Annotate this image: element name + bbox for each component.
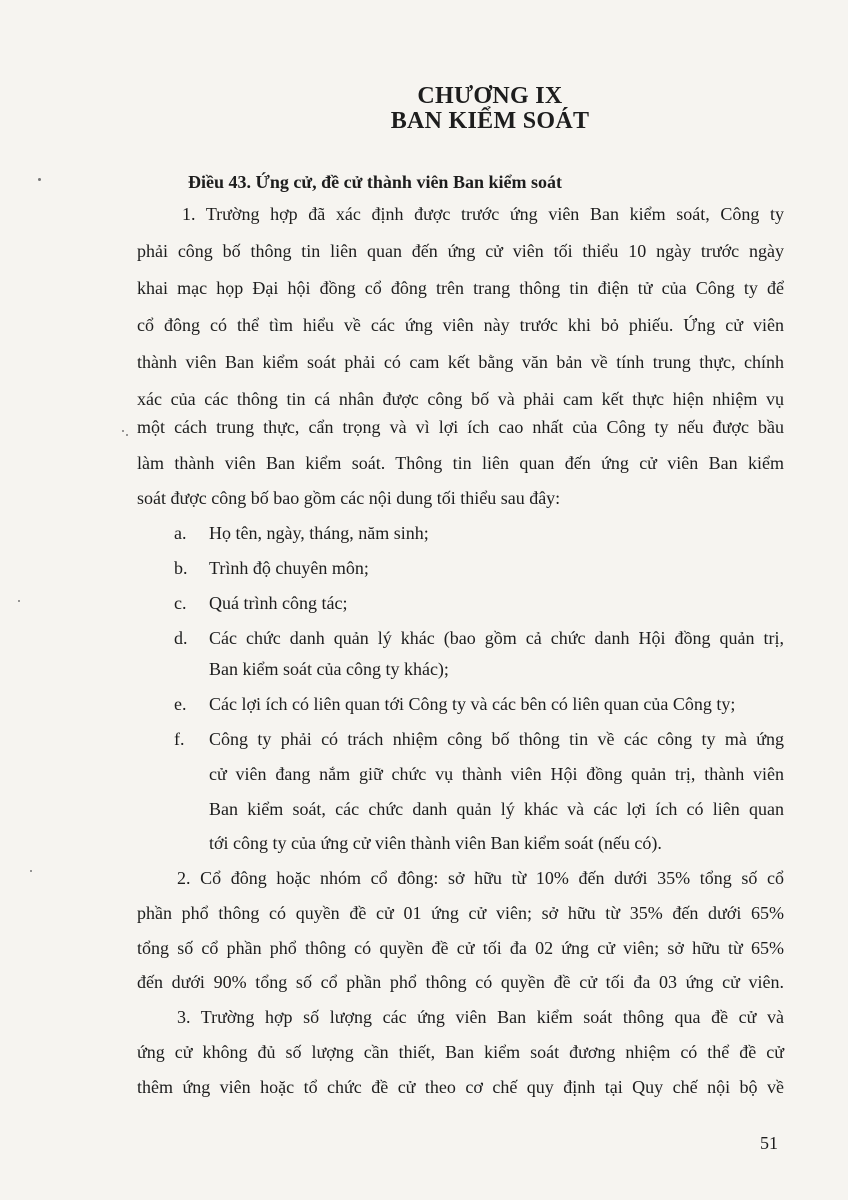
- scan-speck: [30, 870, 32, 872]
- article-title: Điều 43. Ứng cử, đề cử thành viên Ban kiểm soát: [188, 172, 562, 192]
- clause2-line: phần phổ thông có quyền đề cử 01 ứng cử viên; sở hữu từ 35% đến dưới 65%: [137, 903, 784, 923]
- scan-speck: [38, 178, 41, 181]
- clause2-line: đến dưới 90% tổng số cổ phần phổ thông có quyền đề cử tối đa 03 ứng cử viên.: [137, 972, 784, 992]
- clause3-line: thêm ứng viên hoặc tổ chức đề cử theo cơ chế quy định tại Quy chế nội bộ về: [137, 1077, 784, 1097]
- clause1-line: phải công bố thông tin liên quan đến ứng cử viên tối thiểu 10 ngày trước ngày: [137, 241, 784, 261]
- clause1-line: khai mạc họp Đại hội đồng cổ đông trên trang thông tin điện tử của Công ty để: [137, 278, 784, 298]
- item-marker: c.: [174, 593, 187, 613]
- item-text: Công ty phải có trách nhiệm công bố thông tin về các công ty mà ứng: [209, 729, 784, 749]
- clause3-line: ứng cử không đủ số lượng cần thiết, Ban kiểm soát đương nhiệm có thể đề cử: [137, 1042, 784, 1062]
- item-text: tới công ty của ứng cử viên thành viên Ban kiểm soát (nếu có).: [209, 833, 662, 853]
- item-text: Trình độ chuyên môn;: [209, 558, 369, 578]
- scan-speck: [122, 430, 124, 432]
- scan-speck: [126, 434, 128, 436]
- chapter-number: CHƯƠNG IX: [417, 83, 563, 109]
- item-text: Các chức danh quản lý khác (bao gồm cả chức danh Hội đồng quản trị,: [209, 628, 784, 648]
- item-text: Các lợi ích có liên quan tới Công ty và các bên có liên quan của Công ty;: [209, 694, 736, 714]
- item-text: Quá trình công tác;: [209, 593, 348, 613]
- clause1-line: 1. Trường hợp đã xác định được trước ứng viên Ban kiểm soát, Công ty: [182, 204, 784, 224]
- item-marker: a.: [174, 523, 187, 543]
- clause3-line: 3. Trường hợp số lượng các ứng viên Ban kiểm soát thông qua đề cử và: [177, 1007, 784, 1027]
- item-marker: f.: [174, 729, 185, 749]
- clause2-line: tổng số cổ phần phổ thông có quyền đề cử tối đa 02 ứng cử viên; sở hữu từ 65%: [137, 938, 784, 958]
- clause1-line: xác của các thông tin cá nhân được công bố và phải cam kết thực hiện nhiệm vụ: [137, 389, 784, 409]
- item-marker: e.: [174, 694, 187, 714]
- clause1-line: thành viên Ban kiểm soát phải có cam kết bằng văn bản về tính trung thực, chính: [137, 352, 784, 372]
- page-number: 51: [760, 1133, 778, 1153]
- item-text: cử viên đang nắm giữ chức vụ thành viên Hội đồng quản trị, thành viên: [209, 764, 784, 784]
- clause1-line: soát được công bố bao gồm các nội dung tối thiểu sau đây:: [137, 488, 561, 508]
- scan-speck: [18, 600, 20, 602]
- clause1-line: làm thành viên Ban kiểm soát. Thông tin liên quan đến ứng cử viên Ban kiểm: [137, 453, 784, 473]
- item-text: Ban kiểm soát của công ty khác);: [209, 659, 449, 679]
- item-text: Họ tên, ngày, tháng, năm sinh;: [209, 523, 429, 543]
- item-marker: b.: [174, 558, 188, 578]
- clause1-line: một cách trung thực, cẩn trọng và vì lợi ích cao nhất của Công ty nếu được bầu: [137, 417, 784, 437]
- clause2-line: 2. Cổ đông hoặc nhóm cổ đông: sở hữu từ 10% đến dưới 35% tổng số cổ: [177, 868, 784, 888]
- item-marker: d.: [174, 628, 188, 648]
- clause1-line: cổ đông có thể tìm hiểu về các ứng viên này trước khi bỏ phiếu. Ứng cử viên: [137, 315, 784, 335]
- item-text: Ban kiểm soát, các chức danh quản lý khác và các lợi ích có liên quan: [209, 799, 784, 819]
- chapter-title: BAN KIỂM SOÁT: [390, 108, 590, 134]
